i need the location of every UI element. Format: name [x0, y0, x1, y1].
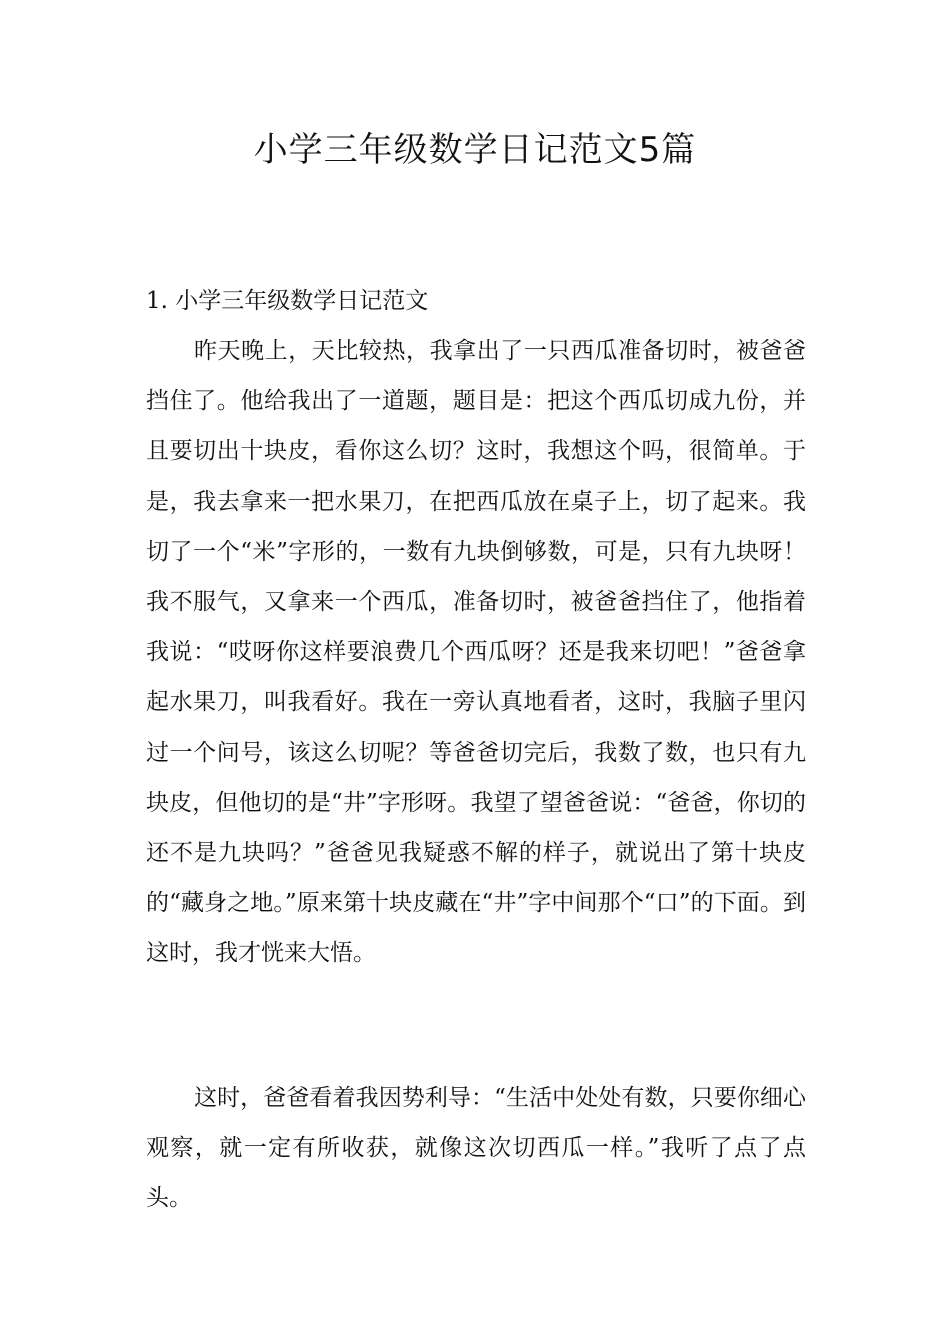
document-title: 小学三年级数学日记范文5篇	[253, 130, 697, 170]
paragraph-1: 昨天晚上，天比较热，我拿出了一只西瓜准备切时，被爸爸挡住了。他给我出了一道题，题目是：把这个西瓜切成九份，并且要切出十块皮，看你这么切？这时，我想这个吗，很简单。于是，我去拿来一把水果刀，在把西瓜放在桌子上，切了起来。我切了一个“米”字形的，一数有九块倒够数，可是，只有九块呀！我不服气，又拿来一个西瓜，准备切时，被爸爸挡住了，他指着我说：“哎呀你这样要浪费几个西瓜呀？还是我来切吧！”爸爸拿起水果刀，叫我看好。我在一旁认真地看者，这时，我脑子里闪过一个问号，该这么切呢？等爸爸切完后，我数了数，也只有九块皮，但他切的是“井”字形呀。我望了望爸爸说：“爸爸，你切的还不是九块吗？”爸爸见我疑惑不解的样子，就说出了第十块皮的“藏身之地。”原来第十块皮藏在“井”字中间那个“口”的下面。到这时，我才恍来大悟。	[146, 338, 806, 967]
paragraph-2: 这时，爸爸看着我因势利导：“生活中处处有数，只要你细心观察，就一定有所收获，就像这次切西瓜一样。”我听了点了点头。	[146, 1085, 806, 1212]
section-heading: 1. 小学三年级数学日记范文	[146, 288, 429, 314]
